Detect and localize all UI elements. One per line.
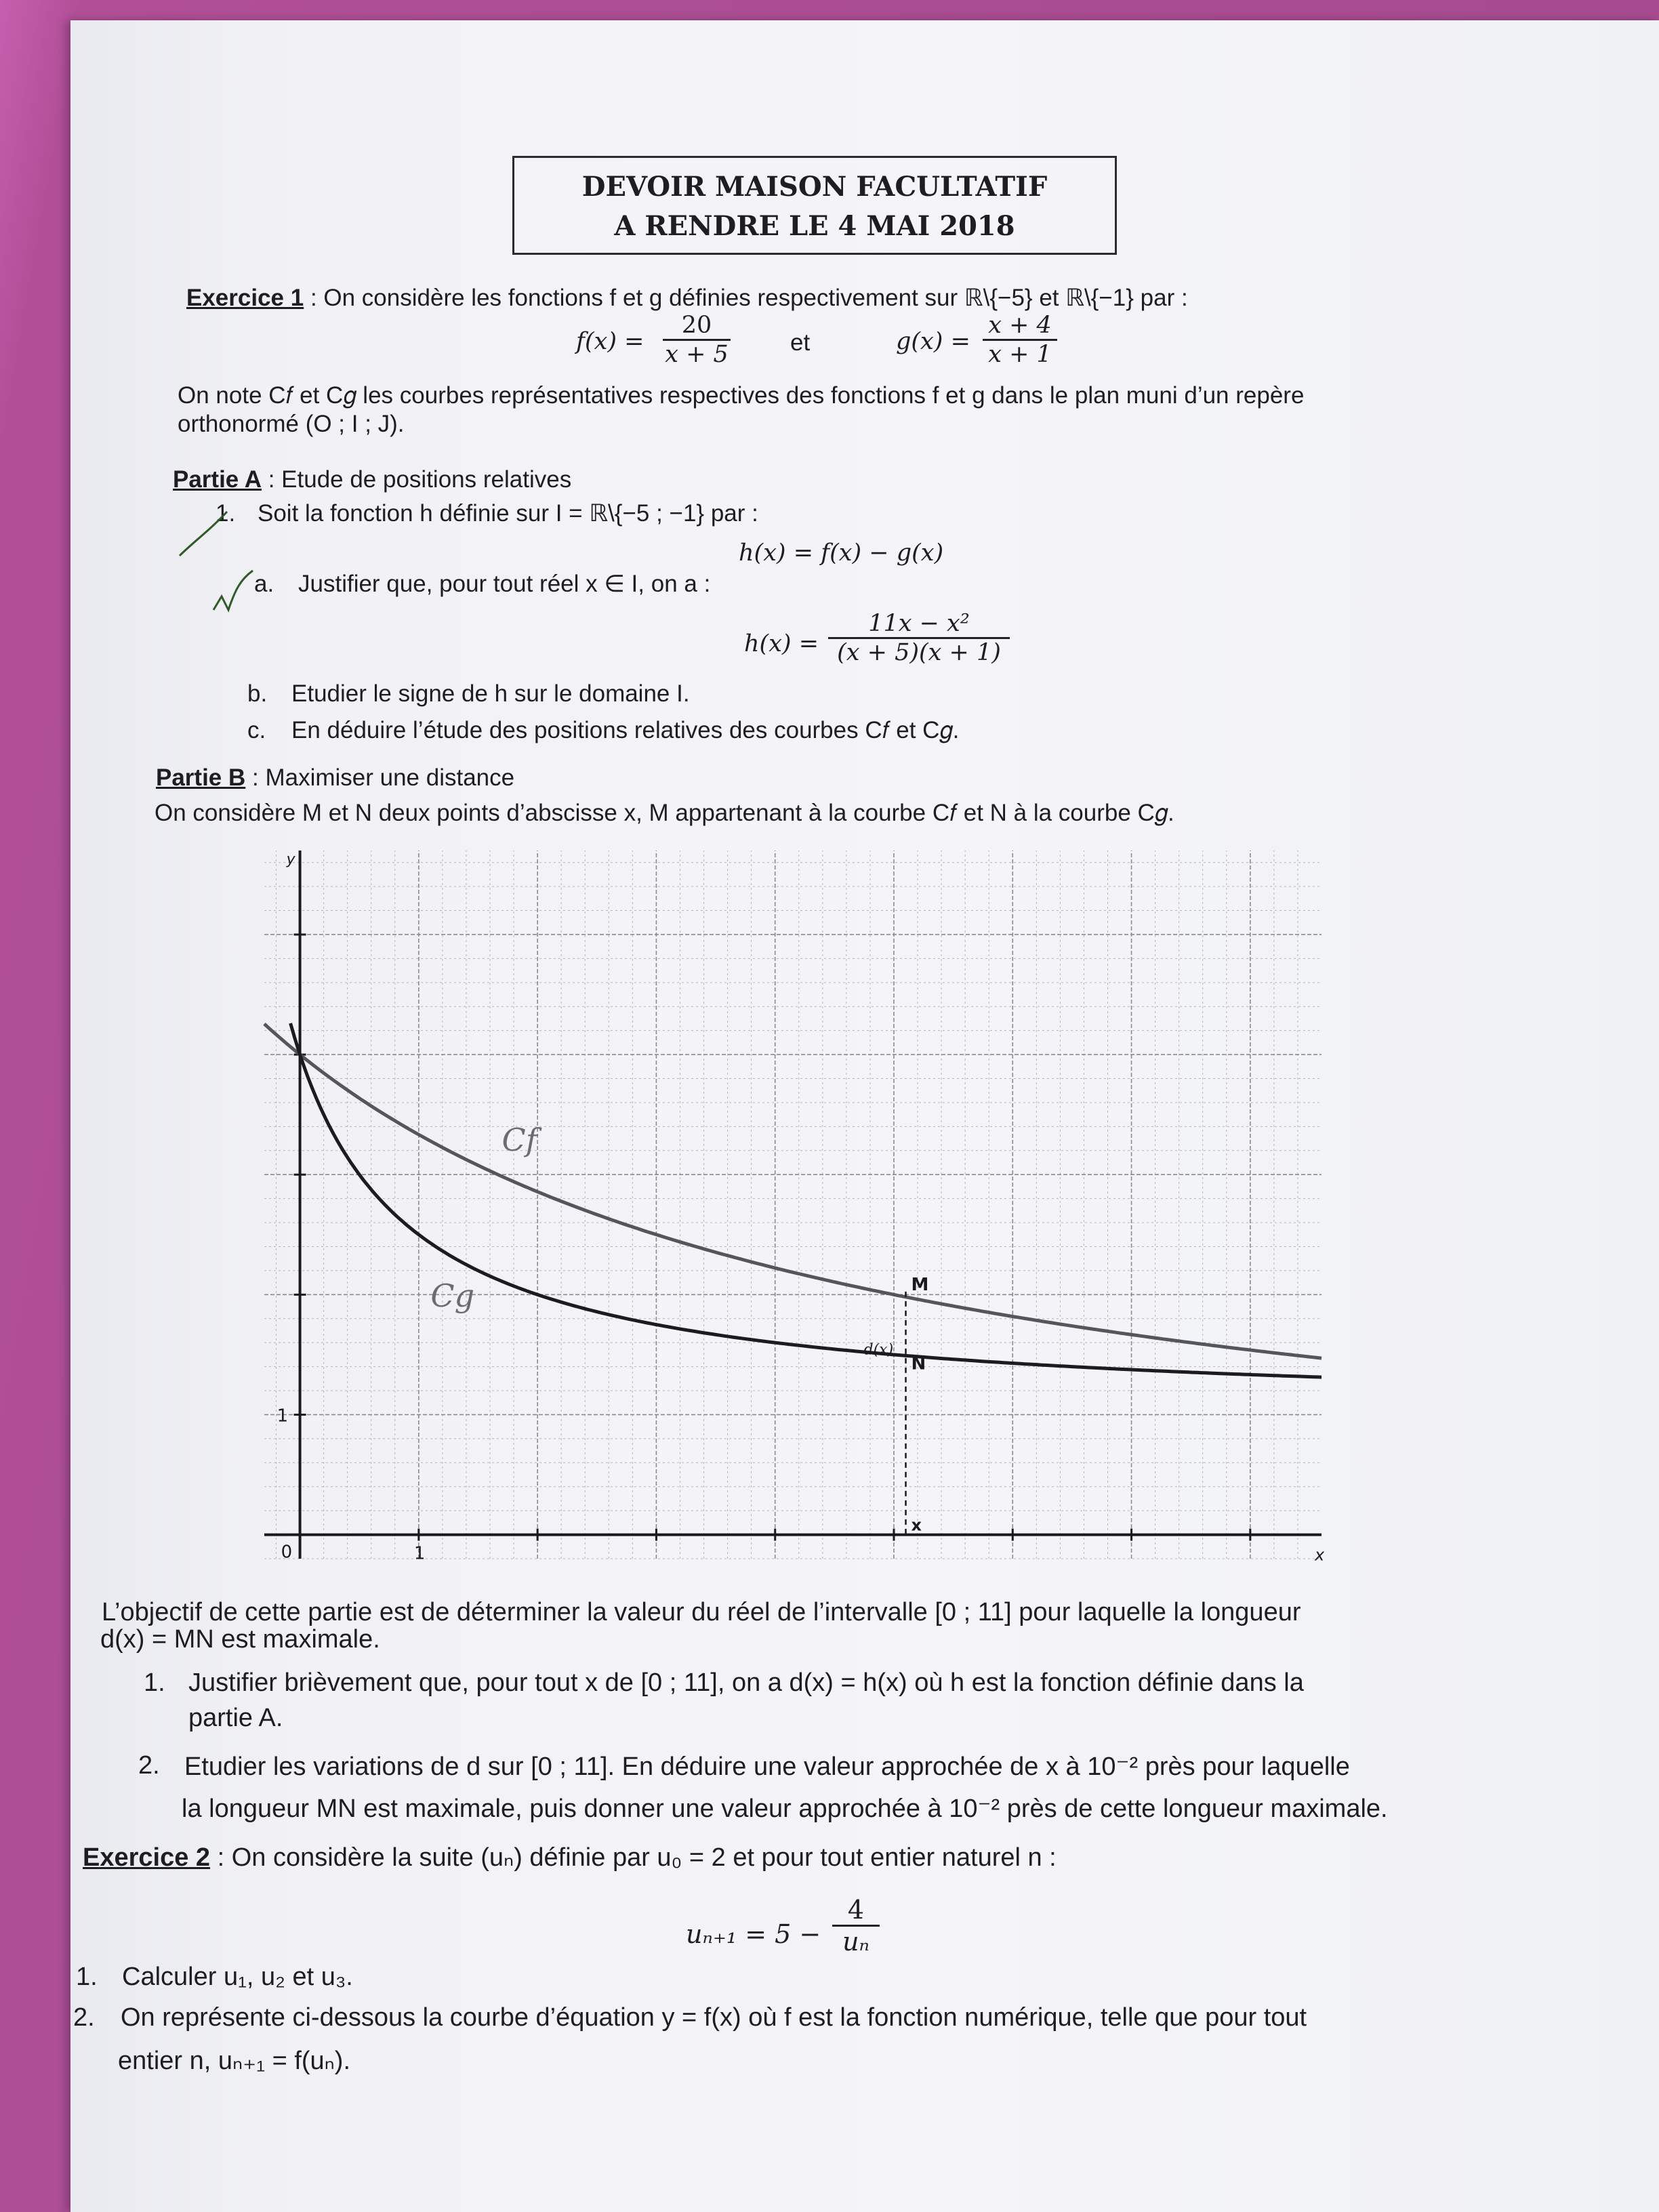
partA-qc: En déduire l’étude des positions relatives des courbes C𝑓 et C𝑔.	[291, 717, 960, 743]
ex2-q1: Calculer u₁, u₂ et u₃.	[122, 1963, 353, 1991]
partB-intro: On considère M et N deux points d’abscisse x, M appartenant à la courbe C𝑓 et N à la courbe C𝑔.	[155, 800, 1174, 826]
x-marker-label: x	[911, 1515, 922, 1535]
graph-labels	[277, 851, 1325, 1565]
g-lhs: g(x) =	[896, 328, 970, 355]
f-fraction	[663, 312, 731, 368]
header-line-2: A RENDRE LE 4 MAI 2018	[614, 210, 1015, 242]
x-unit-label: 1	[413, 1543, 426, 1564]
ex1-intro	[186, 285, 1188, 312]
handwritten-cf-label: Cf	[501, 1121, 537, 1158]
curve-cf	[264, 1024, 1322, 1358]
distance-label: d(x)	[863, 1341, 894, 1359]
ex1-intro-text: : On considère les fonctions f et g définies respectivement sur ℝ\{−5} et ℝ\{−1} par :	[304, 285, 1188, 311]
partB-q1-num: 1.	[144, 1668, 165, 1697]
y-unit-label: 1	[276, 1406, 289, 1427]
point-n-label: N	[911, 1353, 926, 1374]
ex2-intro	[83, 1842, 1057, 1872]
graph-curves	[264, 1023, 1322, 1535]
partA-qa: Justifier que, pour tout réel x ∈ I, on a :	[298, 571, 711, 597]
partA-title: : Etude de positions relatives	[261, 466, 572, 493]
partB-title: : Maximiser une distance	[245, 764, 515, 791]
partB-q1-line1: Justifier brièvement que, pour tout x de [0 ; 11], on a d(x) = h(x) où h est la fonction définie dans la	[188, 1668, 1304, 1697]
partA-qb: Etudier le signe de h sur le domaine I.	[291, 680, 690, 707]
point-m-label: M	[911, 1274, 929, 1295]
handwritten-check-marks	[173, 495, 322, 617]
recurrence-numerator: 4	[832, 1895, 880, 1927]
x-axis-title: x	[1315, 1545, 1325, 1565]
et-word: et	[790, 329, 811, 356]
curve-cg	[291, 1023, 1322, 1377]
partB-objective-1: L’objectif de cette partie est de déterminer la valeur du réel de l’intervalle [0 ; 11] pour laquelle la longueur	[102, 1598, 1301, 1626]
partB-objective-2: d(x) = MN est maximale.	[100, 1625, 380, 1654]
graph-axes	[264, 851, 1322, 1559]
recurrence-denominator: uₙ	[842, 1927, 869, 1957]
f-denominator: x + 5	[665, 341, 729, 368]
partB-q2-line1: Etudier les variations de d sur [0 ; 11]. En déduire une valeur approchée de x à 10⁻² près pour laquelle	[184, 1753, 1350, 1781]
origin-label: 0	[281, 1542, 293, 1563]
f-lhs: f(x) =	[576, 328, 644, 355]
y-axis-title: y	[286, 851, 295, 868]
recurrence-lhs: uₙ₊₁ = 5 −	[686, 1919, 821, 1949]
partA-q1-num: 1.	[216, 500, 236, 527]
ex2-q2-line1: On représente ci-dessous la courbe d’équation y = f(x) où f est la fonction numérique, telle que pour tout	[121, 2003, 1307, 2032]
partA-label: Partie A	[173, 466, 262, 493]
partA-heading	[173, 466, 571, 493]
partA-qc-num: c.	[247, 717, 266, 743]
partA-qb-num: b.	[247, 680, 268, 707]
recurrence-fraction	[832, 1895, 880, 1957]
ex2-intro-text: : On considère la suite (uₙ) définie par u₀ = 2 et pour tout entier naturel n :	[210, 1843, 1057, 1872]
h-definition: h(x) = f(x) − g(x)	[739, 539, 944, 567]
g-denominator: x + 1	[988, 341, 1052, 368]
ex2-q1-num: 1.	[76, 1963, 98, 1991]
h-denominator: (x + 5)(x + 1)	[837, 639, 1001, 666]
graph-grid	[264, 851, 1322, 1559]
partB-q2-num: 2.	[138, 1751, 160, 1780]
handwritten-cg-label: Cg	[430, 1277, 475, 1315]
partB-heading	[156, 764, 514, 792]
ex2-q2-num: 2.	[73, 2003, 95, 2032]
g-fraction	[983, 312, 1057, 368]
partB-label: Partie B	[156, 764, 246, 791]
partB-q1-line2: partie A.	[188, 1704, 283, 1732]
ex2-label: Exercice 2	[83, 1843, 211, 1872]
h-fraction	[828, 610, 1010, 666]
ex1-note-1: On note C𝑓 et C𝑔 les courbes représentatives respectives des fonctions f et g dans le plan muni d’un repère	[178, 382, 1305, 409]
header-box	[512, 156, 1117, 255]
ex1-note-2: orthonormé (O ; I ; J).	[178, 411, 405, 437]
g-numerator: x + 4	[983, 312, 1057, 341]
f-numerator: 20	[663, 312, 731, 341]
header-line-1: DEVOIR MAISON FACULTATIF	[581, 171, 1048, 203]
h-lhs: h(x) =	[744, 630, 819, 657]
function-graph	[251, 840, 1335, 1586]
partB-q2-line2: la longueur MN est maximale, puis donner une valeur approchée à 10⁻² près de cette longueur maximale.	[182, 1795, 1388, 1823]
ex1-label: Exercice 1	[186, 285, 304, 311]
h-numerator: 11x − x²	[828, 610, 1010, 639]
ex2-q2-line2: entier n, uₙ₊₁ = f(uₙ).	[118, 2047, 351, 2075]
partA-q1: Soit la fonction h définie sur I = ℝ\{−5 ; −1} par :	[258, 500, 758, 527]
partA-qa-num: a.	[254, 571, 274, 597]
